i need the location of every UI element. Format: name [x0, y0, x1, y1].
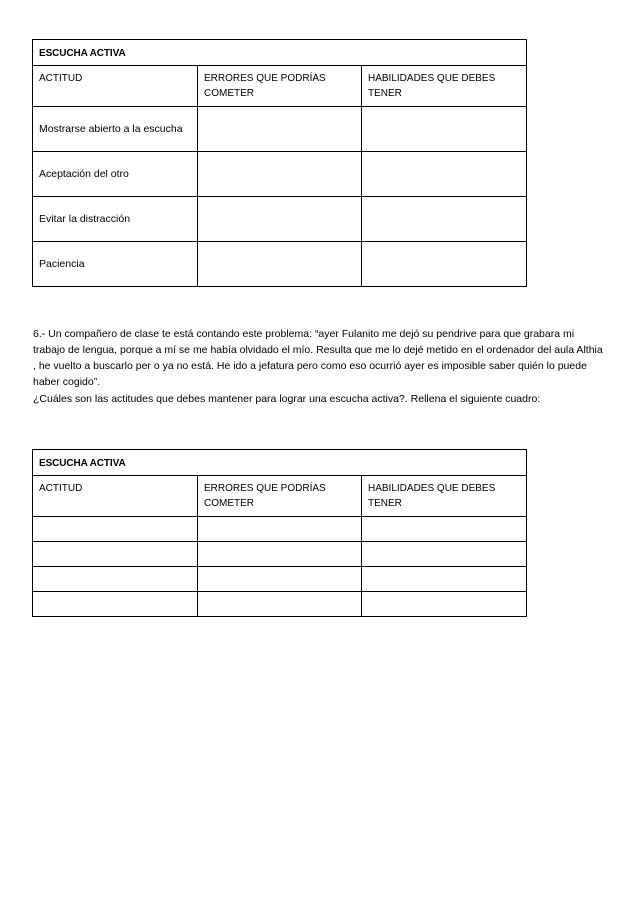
table-row	[33, 197, 527, 242]
habilidades-cell[interactable]	[362, 517, 527, 542]
actitud-cell: Evitar la distracción	[33, 197, 198, 242]
errores-cell[interactable]	[198, 567, 362, 592]
table-title-row	[33, 450, 527, 476]
header-errores: ERRORES QUE PODRÍAS COMETER	[198, 476, 362, 517]
habilidades-cell[interactable]	[362, 592, 527, 617]
table-header-row	[33, 476, 527, 517]
table-row	[33, 517, 527, 542]
actitud-cell[interactable]	[33, 567, 198, 592]
habilidades-cell[interactable]	[362, 542, 527, 567]
table-title: ESCUCHA ACTIVA	[33, 40, 527, 66]
habilidades-cell[interactable]	[362, 107, 527, 152]
habilidades-cell[interactable]	[362, 567, 527, 592]
table-header-row	[33, 66, 527, 107]
errores-cell[interactable]	[198, 242, 362, 287]
actitud-cell: Mostrarse abierto a la escucha	[33, 107, 198, 152]
exercise-paragraph: 6.- Un compañero de clase te está contando este problema: “ayer Fulanito me dejó su pendrive para que grabara mi trabajo de lengua, porque a mí se me había olvidado el mío. Resulta que me lo dejé metido en el ordenador del aula Althia , he vuelto a buscarlo per o ya no está. He ido a jefatura pero como eso ocurrió ayer es imposible saber quién lo puede haber cogido”.	[33, 328, 603, 388]
errores-cell[interactable]	[198, 542, 362, 567]
table-row	[33, 542, 527, 567]
habilidades-cell[interactable]	[362, 197, 527, 242]
header-habilidades: HABILIDADES QUE DEBES TENER	[362, 66, 527, 107]
table-title: ESCUCHA ACTIVA	[33, 450, 527, 476]
header-habilidades: HABILIDADES QUE DEBES TENER	[362, 476, 527, 517]
actitud-cell[interactable]	[33, 592, 198, 617]
header-actitud: ACTITUD	[33, 66, 198, 107]
actitud-cell: Paciencia	[33, 242, 198, 287]
escucha-activa-table-2	[32, 449, 527, 617]
table-row	[33, 242, 527, 287]
actitud-cell: Aceptación del otro	[33, 152, 198, 197]
actitud-cell[interactable]	[33, 517, 198, 542]
errores-cell[interactable]	[198, 592, 362, 617]
table-title-row	[33, 40, 527, 66]
actitud-cell[interactable]	[33, 542, 198, 567]
errores-cell[interactable]	[198, 517, 362, 542]
errores-cell[interactable]	[198, 197, 362, 242]
table-row	[33, 567, 527, 592]
habilidades-cell[interactable]	[362, 242, 527, 287]
habilidades-cell[interactable]	[362, 152, 527, 197]
exercise-question: ¿Cuáles son las actitudes que debes mantener para lograr una escucha activa?. Rellena el siguiente cuadro:	[33, 393, 541, 405]
errores-cell[interactable]	[198, 152, 362, 197]
errores-cell[interactable]	[198, 107, 362, 152]
header-errores: ERRORES QUE PODRÍAS COMETER	[198, 66, 362, 107]
table-row	[33, 107, 527, 152]
escucha-activa-table-1	[32, 39, 527, 287]
table-row	[33, 592, 527, 617]
header-actitud: ACTITUD	[33, 476, 198, 517]
table-row	[33, 152, 527, 197]
